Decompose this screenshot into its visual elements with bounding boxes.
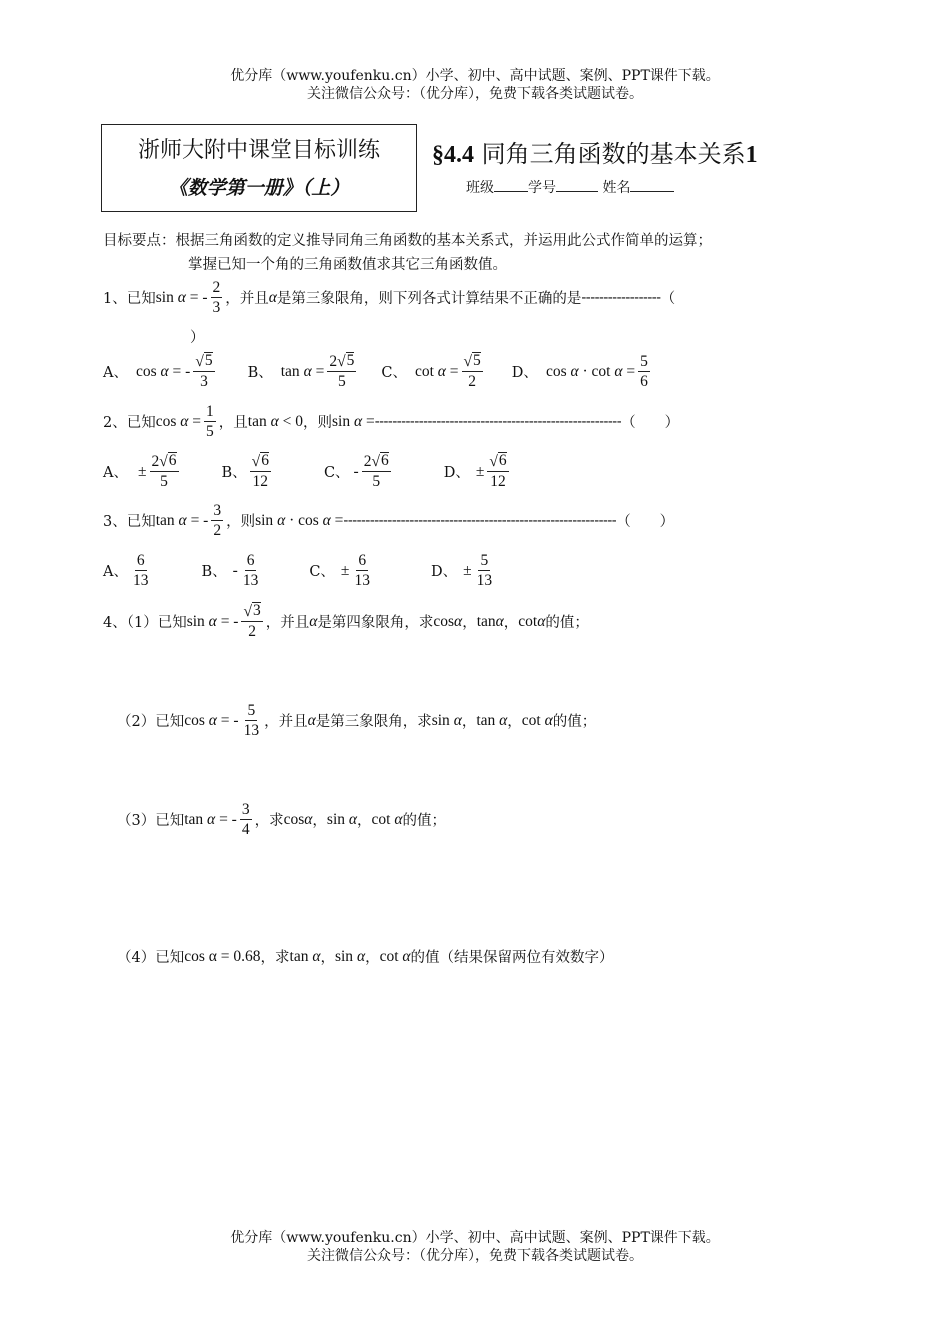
alpha-symbol: α — [268, 288, 277, 306]
q2-option-d-sign: ± — [475, 462, 485, 480]
q4-p1-cos: cosα — [433, 612, 463, 630]
q4-p2-sin: sin α — [431, 711, 462, 729]
book-name: 《数学第一册》（上） — [168, 177, 350, 199]
title-box — [101, 124, 417, 212]
q4-p2-prefix: （2）已知 — [117, 714, 185, 730]
q4-p1-cot: cotα — [518, 612, 546, 630]
q4-p1-comma-1: ， — [462, 615, 477, 631]
q1-paren-close: ） — [190, 330, 205, 346]
q4-p2-cot: cot α — [521, 711, 553, 729]
q4-p3-end: 的值； — [402, 813, 446, 829]
id-field[interactable] — [556, 177, 598, 192]
q4-p3-prefix: （3）已知 — [117, 813, 185, 829]
footer-line-2: 关注微信公众号：（优分库），免费下载各类试题试卷。 — [307, 1248, 643, 1264]
q3-option-c-sign: ± — [340, 561, 350, 579]
q1-option-c: cot α = — [414, 362, 459, 380]
q1-option-a-label: A、 — [103, 365, 128, 381]
q3-given: tan α = - — [155, 511, 209, 529]
q3-option-a-label: A、 — [103, 564, 128, 580]
q4-p3-cos: cosα — [283, 810, 313, 828]
q1-given: sin α = - — [155, 288, 208, 306]
q3-prefix: 3、已知 — [103, 514, 156, 530]
q2-given: cos α = — [155, 412, 202, 430]
q3-option-d-sign: ± — [463, 561, 472, 579]
section-number: §4.4 — [432, 142, 474, 168]
q4-p2-mid: ，并且 — [264, 714, 308, 730]
q3-target: sin α · cos α = — [255, 511, 344, 529]
q2-option-c-sign: - — [353, 462, 359, 480]
q1-option-b: tan α = — [280, 362, 325, 380]
q1-option-d-label: D、 — [511, 365, 538, 381]
q4-p1-comma-2: ， — [503, 615, 519, 631]
q4-p4-cot: cot α — [379, 947, 411, 965]
q4-p2-mid2: 是第三象限角，求 — [315, 714, 432, 730]
q1-options — [103, 352, 653, 391]
title-text: 同角三角函数的基本关系 — [481, 140, 746, 168]
title-number: 1 — [745, 142, 758, 168]
q2-paren: （ ） — [621, 415, 680, 431]
q4-p4-tan: tan α — [289, 947, 321, 965]
q1-option-c-label: C、 — [381, 365, 407, 381]
q1-option-c-frac: √ 5 2 — [463, 352, 481, 390]
q4-p3-cot: cot α — [371, 810, 403, 828]
question-4-part-4 — [117, 946, 614, 967]
q4-p1-given: sin α = - — [186, 612, 239, 630]
q4-p2-end: 的值； — [552, 714, 597, 730]
header-line-2: 关注微信公众号：（优分库），免费下载各类试题试卷。 — [307, 86, 643, 102]
q3-option-b-sign: - — [232, 561, 238, 579]
q2-option-a-sign: ± — [137, 462, 147, 480]
q1-option-a: cos α = - — [135, 362, 191, 380]
q3-option-b-frac: $\frac{6}{13}$ — [242, 552, 259, 589]
question-3 — [103, 501, 674, 540]
q4-p2-tan: tan α — [476, 711, 508, 729]
q4-p1-prefix: 4、（1）已知 — [103, 615, 187, 631]
question-2 — [103, 402, 679, 441]
q4-p4-comma-1: ， — [320, 950, 335, 966]
q4-p3-given: tan α = - — [184, 810, 237, 828]
footer-line-1: 优分库（www.youfenku.cn）小学、初中、高中试题、案例、PPT课件下载。 — [230, 1230, 720, 1246]
objectives-line-2: 掌握已知一个角的三角函数值求其它三角函数值。 — [188, 257, 507, 273]
q4-p1-tan: tanα — [476, 612, 504, 630]
question-4-part-3 — [117, 800, 446, 839]
q2-condition: tan α < 0 — [247, 412, 303, 430]
q2-mid: ，且 — [218, 415, 248, 431]
q3-option-d-label: D、 — [430, 564, 458, 580]
q2-mid2: ，则 — [303, 415, 332, 431]
q2-target: sin α = — [332, 412, 375, 430]
q1-prefix: 1、已知 — [103, 291, 156, 307]
q3-option-b-label: B、 — [201, 564, 227, 580]
q4-p3-comma-2: ， — [357, 813, 372, 829]
q2-option-b-label: B、 — [221, 465, 247, 481]
question-1 — [103, 278, 675, 317]
q3-paren: （ ） — [616, 514, 675, 530]
q1-fraction: $\frac{2}{3}$ — [212, 279, 221, 316]
q4-p4-end: 的值（结果保留两位有效数字） — [410, 950, 614, 966]
q3-option-a-frac: $\frac{6}{13}$ — [132, 552, 149, 589]
q4-p4-mid: ，求 — [260, 950, 290, 966]
q4-p2-comma-2: ， — [507, 714, 522, 730]
q4-p3-sin: sin α — [326, 810, 358, 828]
q2-option-d-frac: √ 6 12 — [489, 452, 507, 490]
q1-option-a-frac: √ 5 3 — [195, 352, 213, 390]
q1-dashes: ------------------ — [581, 289, 661, 306]
name-label: 姓名 — [602, 180, 631, 196]
class-label: 班级 — [466, 180, 494, 196]
q4-p2-comma-1: ， — [461, 714, 477, 730]
q4-p4-sin: sin α — [334, 947, 366, 965]
q4-p1-mid2: 是第四象限角，求 — [317, 615, 434, 631]
student-info — [466, 177, 674, 197]
question-4-part-1 — [103, 602, 589, 641]
q4-p3-mid: ，求 — [254, 813, 284, 829]
name-field[interactable] — [630, 177, 674, 192]
q3-options — [103, 551, 497, 590]
q4-p2-given: cos α = - — [184, 711, 239, 729]
page-title — [432, 134, 758, 169]
q3-option-c-label: C、 — [309, 564, 335, 580]
q2-prefix: 2、已知 — [103, 415, 156, 431]
alpha-symbol: α — [309, 612, 318, 630]
q4-p2-fraction: $\frac{5}{13}$ — [243, 702, 260, 739]
q2-option-a-label: A、 — [103, 465, 128, 481]
q3-fraction: $\frac{3}{2}$ — [213, 502, 222, 539]
q4-p1-end: 的值； — [545, 615, 589, 631]
q2-option-c-label: C、 — [323, 465, 350, 481]
q2-options — [103, 452, 512, 491]
q2-option-d-label: D、 — [443, 465, 470, 481]
objectives-line-1: 目标要点：根据三角函数的定义推导同角三角函数的基本关系式，并运用此公式作简单的运算； — [103, 233, 712, 249]
q1-option-d: cos α · cot α = — [545, 362, 636, 380]
q1-mid2: 是第三象限角，则下列各式计算结果不正确的是 — [276, 291, 582, 307]
q1-mid: ，并且 — [225, 291, 269, 307]
q1-option-b-frac: 2√ 5 5 — [329, 352, 355, 390]
school-name: 浙师大附中课堂目标训练 — [137, 138, 380, 163]
q2-option-a-frac: 2√ 6 5 — [151, 452, 177, 490]
q1-paren-open: （ — [660, 291, 676, 307]
q4-p1-fraction: √ 3 2 — [243, 602, 261, 640]
q3-mid: ，则 — [226, 514, 256, 530]
q4-p3-comma-1: ， — [312, 813, 327, 829]
q1-option-d-frac: $\frac{5}{6}$ — [640, 353, 648, 390]
alpha-symbol: α — [307, 711, 316, 729]
q4-p3-fraction: $\frac{3}{4}$ — [241, 801, 250, 838]
header-line-1: 优分库（www.youfenku.cn）小学、初中、高中试题、案例、PPT课件下载。 — [230, 68, 720, 84]
q2-fraction: $\frac{1}{5}$ — [206, 403, 214, 440]
q4-p4-given: cos α = 0.68 — [184, 947, 261, 965]
class-field[interactable] — [494, 177, 528, 192]
q4-p4-prefix: （4）已知 — [117, 950, 185, 966]
q2-option-b-frac: √ 6 12 — [251, 452, 269, 490]
q3-option-c-frac: $\frac{6}{13}$ — [354, 552, 370, 589]
q1-option-b-label: B、 — [247, 365, 273, 381]
question-4-part-2 — [117, 701, 596, 740]
q2-option-c-frac: 2√ 6 5 — [363, 452, 389, 490]
q4-p1-mid: ，并且 — [265, 615, 310, 631]
q2-dashes: -------------------------------------------------------- — [374, 413, 622, 430]
id-label: 学号 — [528, 180, 556, 196]
q4-p4-comma-2: ， — [365, 950, 380, 966]
q3-dashes: -------------------------------------------------------------- — [343, 512, 617, 529]
q3-option-d-frac: $\frac{5}{13}$ — [476, 552, 493, 589]
